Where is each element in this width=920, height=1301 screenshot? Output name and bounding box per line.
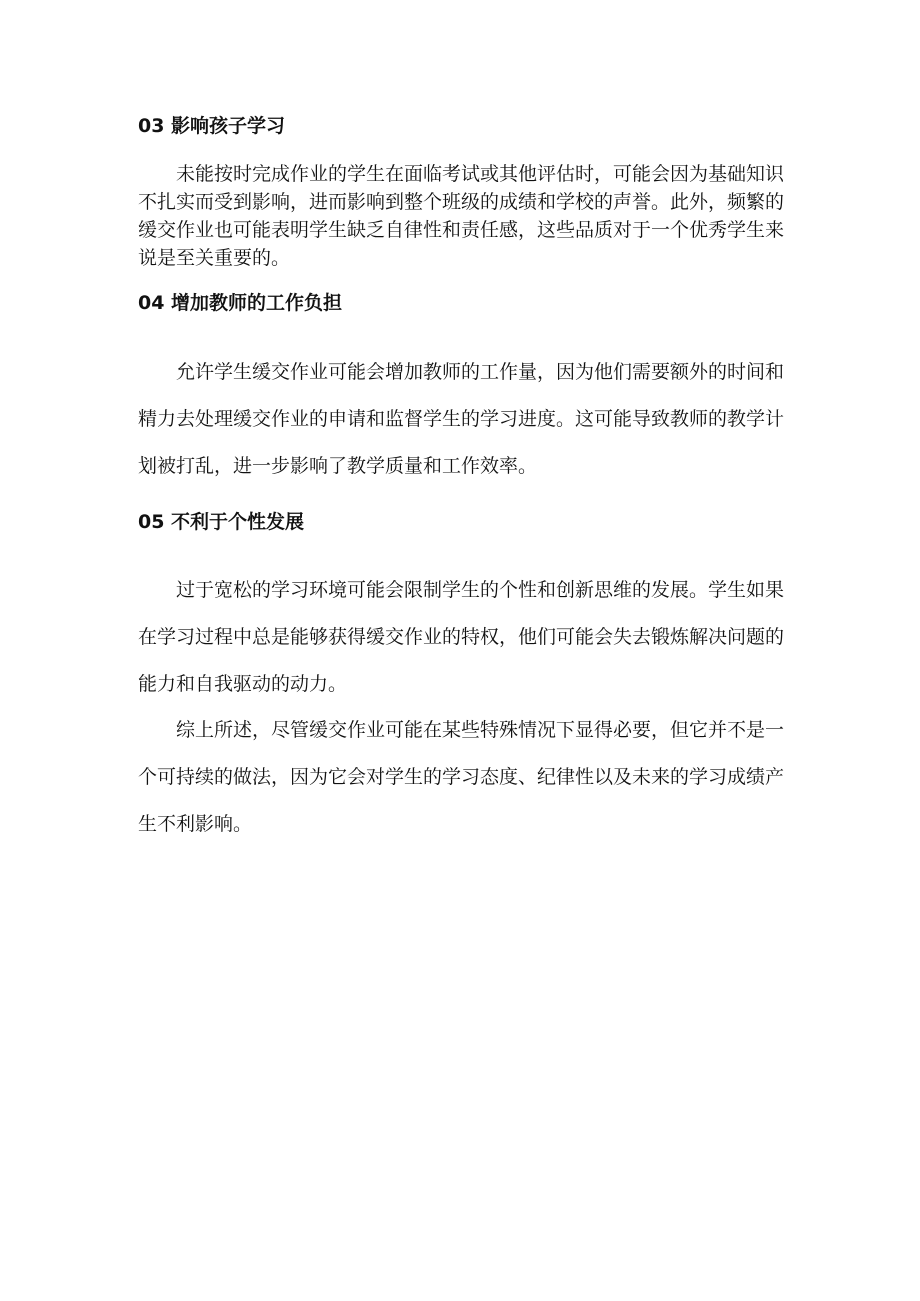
section-heading-05: 05 不利于个性发展 <box>138 511 305 533</box>
section-heading-03: 03 影响孩子学习 <box>138 115 286 137</box>
section-04-paragraph: 允许学生缓交作业可能会增加教师的工作量，因为他们需要额外的时间和精力去处理缓交作业的申请和监督学生的学习进度。这可能导致教师的教学计划被打乱，进一步影响了教学质量和工作效率。 <box>138 361 785 477</box>
conclusion-paragraph: 综上所述，尽管缓交作业可能在某些特殊情况下显得必要，但它并不是一个可持续的做法，因为它会对学生的学习态度、纪律性以及未来的学习成绩产生不利影响。 <box>138 719 785 835</box>
document-page <box>138 0 784 1301</box>
section-05-paragraph-1: 过于宽松的学习环境可能会限制学生的个性和创新思维的发展。学生如果在学习过程中总是能够获得缓交作业的特权，他们可能会失去锻炼解决问题的能力和自我驱动的动力。 <box>138 579 785 695</box>
section-03-paragraph: 未能按时完成作业的学生在面临考试或其他评估时，可能会因为基础知识不扎实而受到影响，进而影响到整个班级的成绩和学校的声誉。此外，频繁的缓交作业也可能表明学生缺乏自律性和责任感，这些品质对于一个优秀学生来说是至关重要的。 <box>138 163 785 269</box>
section-heading-04: 04 增加教师的工作负担 <box>138 292 343 314</box>
